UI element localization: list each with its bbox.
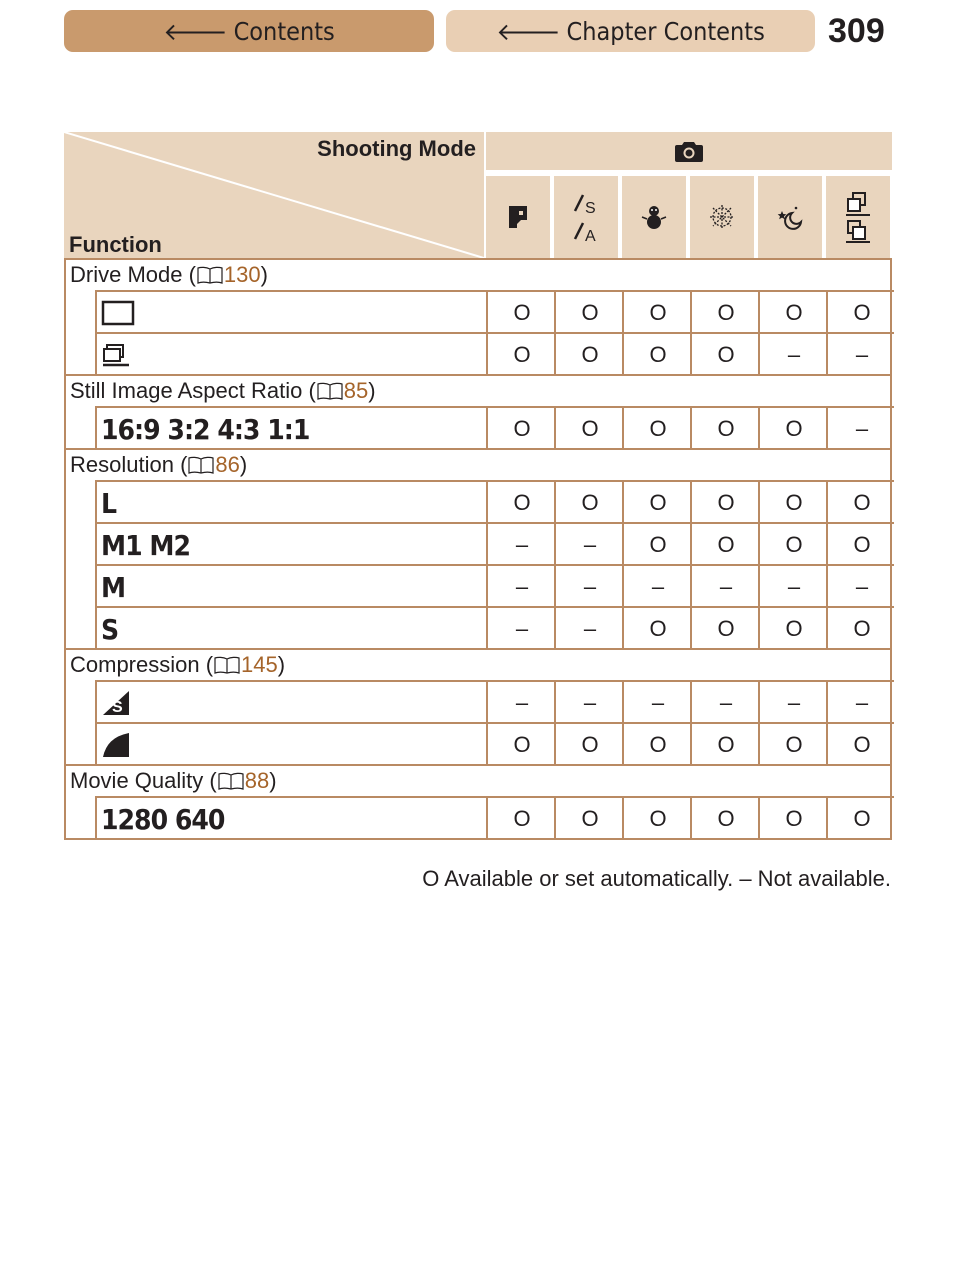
fireworks-icon [708, 203, 736, 231]
row-label-text: 16:9 3:2 4:3 1:1 [101, 412, 310, 446]
table-section [64, 648, 892, 766]
availability-cell: O [853, 806, 871, 831]
availability-cell: O [581, 806, 599, 831]
starry-sky-icon [776, 203, 804, 231]
mode-poster-effect [486, 176, 550, 258]
row-label [97, 798, 486, 840]
availability-cell: – [855, 342, 869, 367]
section-title [70, 378, 376, 404]
row-label-text: M [101, 570, 126, 604]
availability-cell: O [785, 806, 803, 831]
availability-cell: O [853, 532, 871, 557]
camera-mode-header [486, 132, 892, 170]
contents-label: Contents [233, 16, 335, 46]
book-icon [213, 652, 241, 677]
availability-cell: O [649, 342, 667, 367]
availability-cell: O [785, 732, 803, 757]
availability-cell: – [515, 690, 529, 715]
svg-text:A: A [585, 228, 596, 245]
row-label [97, 334, 486, 376]
svg-text:S: S [112, 699, 123, 716]
table-section [64, 374, 892, 450]
page-ref-link[interactable]: 85 [343, 378, 369, 403]
availability-cell: – [515, 532, 529, 557]
row-divider [97, 522, 894, 524]
availability-cell: O [649, 416, 667, 441]
availability-cell: O [853, 490, 871, 515]
section-title-text: Compression ( [70, 652, 214, 677]
mode-fireworks [690, 176, 754, 258]
mode-stitch-assist [826, 176, 890, 258]
section-title-text: Still Image Aspect Ratio ( [70, 378, 316, 403]
row-label-text: L [101, 486, 117, 520]
table-section [64, 448, 892, 650]
function-table [64, 132, 892, 846]
book-icon [196, 262, 224, 287]
snow-icon [639, 202, 669, 232]
availability-cell: O [785, 616, 803, 641]
row-label [97, 292, 486, 334]
availability-cell: O [649, 300, 667, 325]
availability-cell: O [649, 806, 667, 831]
availability-cell: O [649, 732, 667, 757]
section-title-close: ) [277, 652, 286, 677]
left-arrow-icon: 🡐 [163, 17, 228, 46]
camera-icon [674, 139, 704, 163]
mode-starry-sky [758, 176, 822, 258]
availability-cell: O [717, 532, 735, 557]
availability-cell: – [787, 690, 801, 715]
availability-cell: O [513, 490, 531, 515]
chapter-contents-button[interactable] [446, 10, 815, 52]
row-label [97, 682, 486, 724]
availability-cell: O [853, 732, 871, 757]
page-number: 309 [828, 12, 885, 50]
row-divider [97, 564, 894, 566]
availability-cell: – [719, 574, 733, 599]
row-divider [97, 606, 894, 608]
table-section [64, 258, 892, 376]
page-ref-link[interactable]: 88 [244, 768, 270, 793]
availability-cell: – [583, 532, 597, 557]
single-shot-icon [101, 300, 135, 326]
availability-cell: – [583, 690, 597, 715]
mode-color-accent-swap [554, 176, 618, 258]
table-row [97, 682, 894, 724]
availability-cell: O [649, 532, 667, 557]
svg-text:S: S [585, 200, 596, 217]
row-label [97, 482, 486, 524]
table-row [97, 798, 894, 840]
section-title-close: ) [368, 378, 376, 403]
availability-cell: – [651, 574, 665, 599]
availability-cell: O [513, 300, 531, 325]
indent-divider [95, 480, 97, 650]
fine-icon [101, 731, 131, 759]
table-row [97, 292, 894, 334]
availability-cell: – [787, 574, 801, 599]
section-title-close: ) [260, 262, 268, 287]
continuous-shooting-icon [101, 343, 131, 367]
row-divider [97, 680, 894, 682]
availability-cell: O [649, 616, 667, 641]
table-row [97, 334, 894, 376]
page-ref-link[interactable]: 86 [215, 452, 240, 477]
table-section [64, 764, 892, 840]
section-title [70, 452, 247, 478]
row-label [97, 724, 486, 766]
poster-effect-icon [507, 204, 529, 230]
availability-cell: O [717, 616, 735, 641]
shooting-mode-heading: Shooting Mode [317, 136, 476, 161]
section-title [70, 768, 277, 794]
table-row [97, 608, 894, 650]
row-label-text: S [101, 612, 119, 646]
availability-cell: O [513, 732, 531, 757]
availability-cell: O [717, 342, 735, 367]
availability-cell: – [855, 574, 869, 599]
indent-divider [95, 290, 97, 376]
section-title [70, 652, 285, 678]
table-row [97, 566, 894, 608]
availability-cell: O [717, 490, 735, 515]
section-title-text: Resolution ( [70, 452, 188, 477]
section-title-close: ) [269, 768, 277, 793]
availability-cell: O [581, 300, 599, 325]
availability-cell: – [855, 416, 869, 441]
row-label-text: 1280 640 [101, 802, 225, 836]
availability-cell: O [581, 490, 599, 515]
book-icon [316, 378, 344, 403]
availability-cell: O [581, 342, 599, 367]
availability-cell: O [717, 416, 735, 441]
chapter-contents-label: Chapter Contents [566, 16, 765, 46]
legend-text: O Available or set automatically. – Not available. [422, 866, 891, 891]
row-label [97, 608, 486, 650]
table-row [97, 724, 894, 766]
availability-cell: O [853, 616, 871, 641]
indent-divider [95, 796, 97, 840]
page-ref-link[interactable]: 145 [241, 652, 278, 677]
availability-cell: – [515, 616, 529, 641]
availability-cell: O [513, 806, 531, 831]
table-row [97, 408, 894, 450]
function-heading: Function [69, 232, 162, 257]
book-icon [217, 768, 245, 793]
availability-cell: O [717, 300, 735, 325]
availability-cell: – [583, 574, 597, 599]
availability-cell: O [513, 416, 531, 441]
availability-cell: – [719, 690, 733, 715]
availability-cell: O [717, 732, 735, 757]
section-title-text: Movie Quality ( [70, 768, 217, 793]
table-body [64, 258, 892, 846]
table-corner-header [64, 132, 484, 258]
availability-cell: O [581, 416, 599, 441]
row-divider [97, 480, 894, 482]
availability-cell: – [855, 690, 869, 715]
row-divider [97, 332, 894, 334]
contents-button[interactable] [64, 10, 434, 52]
availability-cell: O [513, 342, 531, 367]
left-arrow-icon: 🡐 [496, 17, 561, 46]
availability-cell: O [785, 490, 803, 515]
row-label-text: M1 M2 [101, 528, 190, 562]
availability-cell: – [651, 690, 665, 715]
row-divider [97, 722, 894, 724]
availability-cell: O [853, 300, 871, 325]
availability-cell: O [785, 300, 803, 325]
row-divider [97, 406, 894, 408]
color-accent-swap-icon [571, 189, 601, 245]
availability-cell: – [583, 616, 597, 641]
section-title-close: ) [239, 452, 248, 477]
superfine-icon [101, 689, 131, 717]
row-divider [97, 796, 894, 798]
row-divider [97, 290, 894, 292]
page-ref-link[interactable]: 130 [223, 262, 261, 287]
availability-cell: O [785, 416, 803, 441]
book-icon [187, 452, 215, 477]
row-label [97, 524, 486, 566]
indent-divider [95, 406, 97, 450]
indent-divider [95, 680, 97, 766]
availability-cell: – [515, 574, 529, 599]
table-row [97, 524, 894, 566]
mode-snow [622, 176, 686, 258]
row-label [97, 408, 486, 450]
row-label [97, 566, 486, 608]
availability-cell: – [787, 342, 801, 367]
stitch-assist-icon [844, 190, 872, 244]
availability-cell: O [581, 732, 599, 757]
section-title-text: Drive Mode ( [70, 262, 196, 287]
availability-cell: O [785, 532, 803, 557]
section-title [70, 262, 268, 288]
table-row [97, 482, 894, 524]
availability-cell: O [717, 806, 735, 831]
availability-cell: O [649, 490, 667, 515]
